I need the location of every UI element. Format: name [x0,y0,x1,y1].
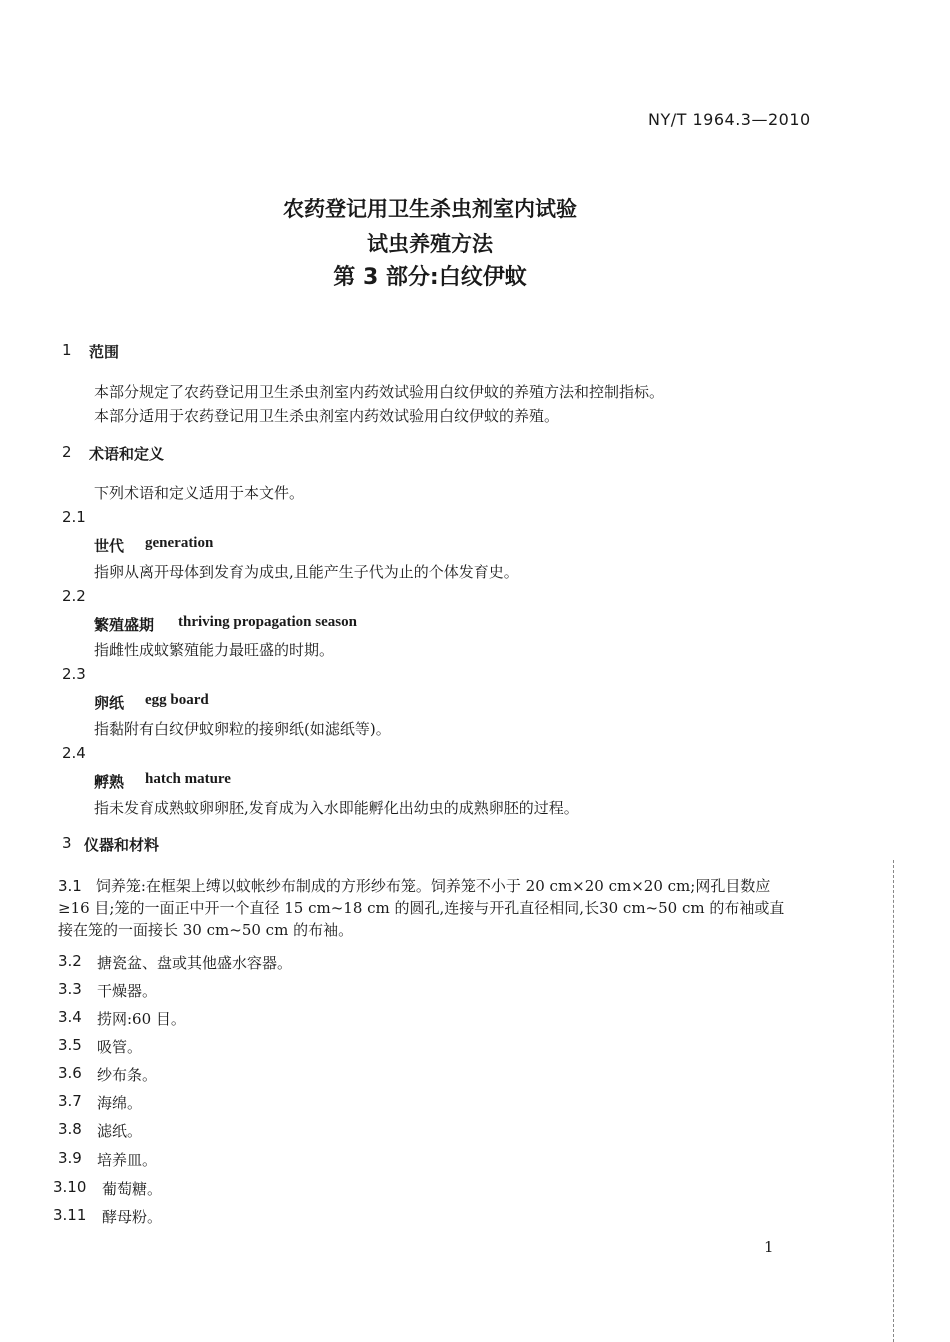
term-chinese: 繁殖盛期 [94,616,155,634]
section-1-paragraph-1: 本部分规定了农药登记用卫生杀虫剂室内药效试验用白纹伊蚊的养殖方法和控制指标。 [94,383,665,401]
item-text: 滤纸。 [97,1122,143,1140]
item-text: 饲养笼:在框架上缚以蚊帐纱布制成的方形纱布笼。饲养笼不小于 20 cm×20 cm×20 cm;网孔目数应≥16 目;笼的一面正中开一个直径 15 cm~18 cm 的圆孔,连接与开孔直径相同,长30 cm~50 cm 的布袖或直接在笼的一面接长 30 cm~50 cm 的布袖。 [58,877,785,939]
item-number: 3.10 [53,1178,87,1196]
title-line-3: 第 3 部分:白纹伊蚊 [333,265,527,290]
standard-number: NY/T 1964.3—2010 [648,110,811,129]
term-number: 2.2 [62,587,86,605]
section-3-number: 3 [62,834,72,852]
section-2-number: 2 [62,443,72,461]
item-number: 3.3 [58,980,82,998]
item-text: 捞网:60 目。 [97,1010,186,1028]
title-line-1: 农药登记用卫生杀虫剂室内试验 [283,197,577,221]
section-2-intro: 下列术语和定义适用于本文件。 [94,484,305,502]
item-number: 3.9 [58,1149,82,1167]
item-text: 干燥器。 [97,982,158,1000]
section-1-title: 范围 [89,343,120,361]
item-text: 搪瓷盆、盘或其他盛水容器。 [97,954,293,972]
item-number: 3.1 [58,877,82,895]
item-text: 纱布条。 [97,1066,158,1084]
item-3-1 [58,875,798,941]
item-text: 海绵。 [97,1094,143,1112]
term-number: 2.3 [62,665,86,683]
page-number: 1 [764,1238,774,1256]
term-english: egg board [145,692,209,708]
term-definition: 指雌性成蚊繁殖能力最旺盛的时期。 [94,641,335,659]
term-english: hatch mature [145,771,231,787]
term-chinese: 孵熟 [94,773,125,791]
term-chinese: 世代 [94,537,125,555]
section-1-paragraph-2: 本部分适用于农药登记用卫生杀虫剂室内药效试验用白纹伊蚊的养殖。 [94,407,560,425]
scan-edge-line [893,860,894,1342]
section-2-title: 术语和定义 [89,445,165,463]
term-definition: 指未发育成熟蚊卵卵胚,发育成为入水即能孵化出幼虫的成熟卵胚的过程。 [94,799,579,817]
item-number: 3.5 [58,1036,82,1054]
term-number: 2.1 [62,508,86,526]
item-text: 酵母粉。 [102,1208,163,1226]
item-number: 3.7 [58,1092,82,1110]
term-chinese: 卵纸 [94,694,125,712]
section-3-title: 仪器和材料 [84,836,160,854]
term-definition: 指黏附有白纹伊蚊卵粒的接卵纸(如滤纸等)。 [94,720,391,738]
item-text: 培养皿。 [97,1151,158,1169]
title-line-2: 试虫养殖方法 [367,232,493,256]
item-number: 3.11 [53,1206,87,1224]
item-text: 吸管。 [97,1038,143,1056]
term-english: thriving propagation season [178,614,357,630]
section-1-number: 1 [62,341,72,359]
item-number: 3.8 [58,1120,82,1138]
term-english: generation [145,535,214,551]
item-number: 3.2 [58,952,82,970]
term-number: 2.4 [62,744,86,762]
item-number: 3.4 [58,1008,82,1026]
term-definition: 指卵从离开母体到发育为成虫,且能产生子代为止的个体发育史。 [94,563,519,581]
item-text: 葡萄糖。 [102,1180,163,1198]
item-number: 3.6 [58,1064,82,1082]
